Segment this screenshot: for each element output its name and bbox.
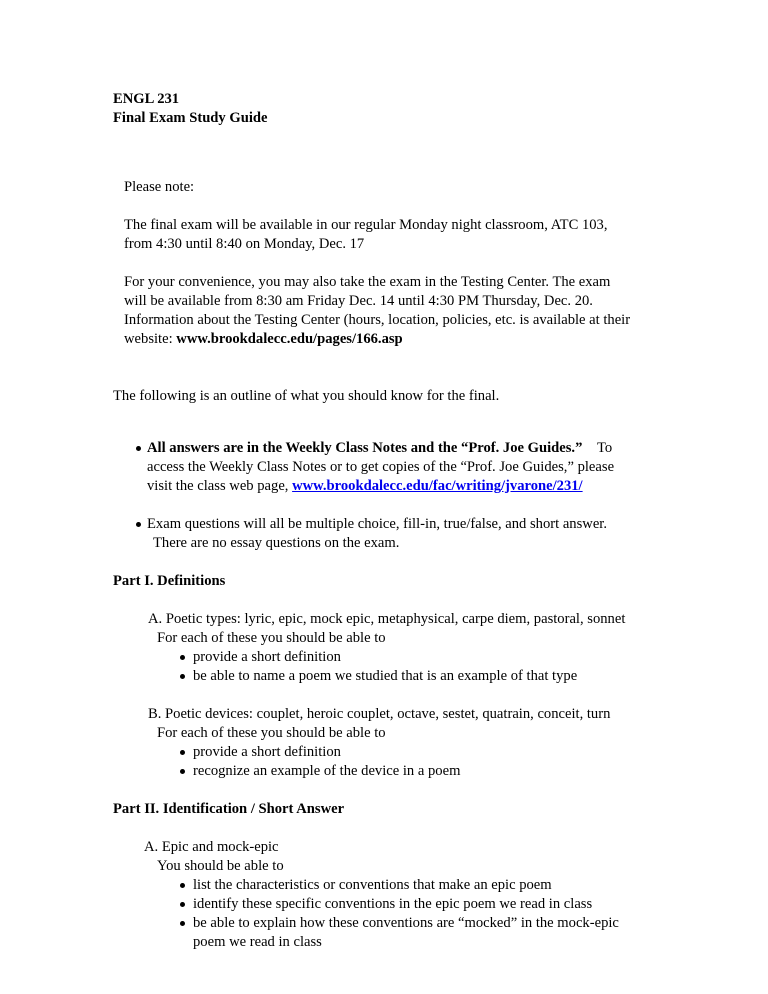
- bullet-icon: [136, 522, 141, 527]
- note-website-line: [124, 330, 403, 349]
- document-title: Final Exam Study Guide: [113, 110, 268, 126]
- course-code: ENGL 231: [113, 91, 180, 107]
- part2-a-item3-cont: poem we read in class: [193, 934, 322, 950]
- part1-b-item2: recognize an example of the device in a poem: [193, 763, 461, 779]
- note-para2-line3: Information about the Testing Center (hours, location, policies, etc. is available at their: [124, 312, 631, 328]
- bullet-icon: [180, 769, 185, 774]
- part1-a-line2: For each of these you should be able to: [157, 630, 386, 646]
- part1-a-item1: provide a short definition: [193, 649, 341, 665]
- bullet1-line2: access the Weekly Class Notes or to get copies of the “Prof. Joe Guides,” please: [147, 459, 615, 475]
- website-prefix: website:: [124, 331, 177, 347]
- intro-text: The following is an outline of what you should know for the final.: [113, 388, 500, 404]
- bullet-icon: [136, 446, 141, 451]
- part2-a-item3: be able to explain how these conventions are “mocked” in the mock-epic: [193, 915, 619, 931]
- bullet2-line1: Exam questions will all be multiple choice, fill-in, true/false, and short answer.: [147, 516, 607, 532]
- note-para1-line2: from 4:30 until 8:40 on Monday, Dec. 17: [124, 236, 365, 252]
- bullet1-line1: [147, 439, 612, 458]
- part1-a-line1: A. Poetic types: lyric, epic, mock epic, metaphysical, carpe diem, pastoral, sonnet: [148, 611, 626, 627]
- part1-heading: Part I. Definitions: [113, 573, 226, 589]
- bullet-icon: [180, 921, 185, 926]
- bullet-icon: [180, 883, 185, 888]
- part1-b-line1: B. Poetic devices: couplet, heroic couplet, octave, sestet, quatrain, conceit, turn: [148, 706, 611, 722]
- part2-a-line1: A. Epic and mock-epic: [144, 839, 279, 855]
- bullet2-line2: There are no essay questions on the exam.: [153, 535, 400, 551]
- note-para1-line1: The final exam will be available in our regular Monday night classroom, ATC 103,: [124, 217, 608, 233]
- bullet1-rest: To: [596, 440, 613, 456]
- note-heading: Please note:: [124, 179, 195, 195]
- bullet1-link-prefix: visit the class web page,: [147, 478, 293, 494]
- bullet-icon: [180, 902, 185, 907]
- note-para2-line2: will be available from 8:30 am Friday Dec. 14 until 4:30 PM Thursday, Dec. 20.: [124, 293, 593, 309]
- bullet1-bold: All answers are in the Weekly Class Notes and the “Prof. Joe Guides.”: [147, 440, 583, 456]
- part1-a-item2: be able to name a poem we studied that is an example of that type: [193, 668, 578, 684]
- part2-heading: Part II. Identification / Short Answer: [113, 801, 345, 817]
- note-para2-line1: For your convenience, you may also take the exam in the Testing Center. The exam: [124, 274, 611, 290]
- bullet1-line3: [147, 477, 583, 496]
- part2-a-item2: identify these specific conventions in the epic poem we read in class: [193, 896, 593, 912]
- bullet-icon: [180, 750, 185, 755]
- part1-b-item1: provide a short definition: [193, 744, 341, 760]
- bullet-icon: [180, 655, 185, 660]
- testing-center-url[interactable]: www.brookdalecc.edu/pages/166.asp: [176, 331, 403, 347]
- part1-b-line2: For each of these you should be able to: [157, 725, 386, 741]
- part2-a-line2: You should be able to: [157, 858, 284, 874]
- bullet-icon: [180, 674, 185, 679]
- class-web-page-link[interactable]: www.brookdalecc.edu/fac/writing/jvarone/231/: [292, 478, 583, 494]
- part2-a-item1: list the characteristics or conventions that make an epic poem: [193, 877, 552, 893]
